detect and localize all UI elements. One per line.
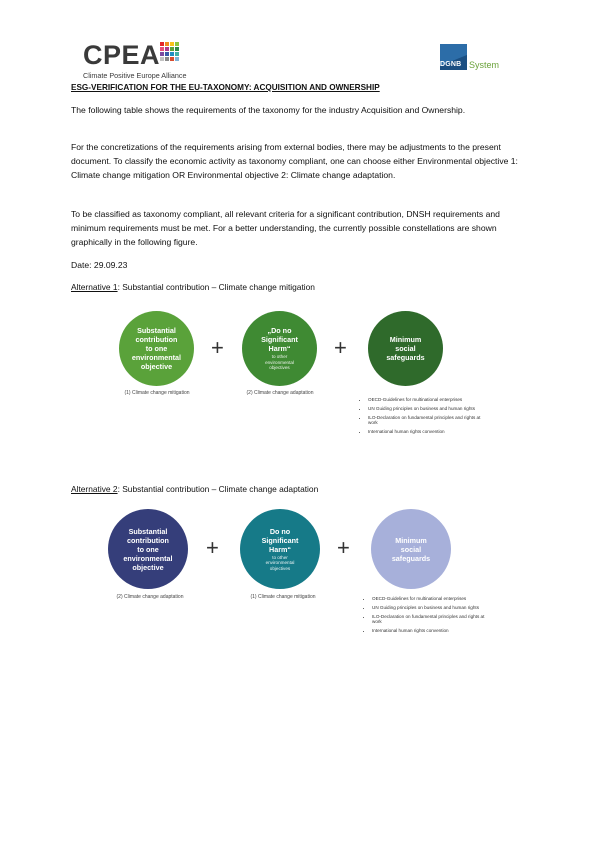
alternative-1-heading [71, 282, 315, 292]
alt2-circle2-title: Do no Significant Harm“ [261, 526, 299, 554]
alt2-caption-2: (1) Climate change mitigation [250, 594, 316, 600]
alt2-circle2-subtitle: to other environmental objectives [265, 554, 295, 571]
alternative-1-text: : Substantial contribution – Climate change mitigation [117, 282, 315, 292]
list-item: • UN Guiding principles on business and human rights [372, 605, 494, 611]
page-title: ESG-VERIFICATION FOR THE EU-TAXONOMY: ACQUISITION AND OWNERSHIP [71, 83, 380, 92]
alt1-circle2-title: „Do no Significant Harm“ [261, 326, 298, 354]
alt2-circle1-title: Substantial contribution to one environmental objective [123, 526, 173, 572]
alternative-2-heading [71, 484, 318, 494]
plus-icon: + [334, 335, 347, 360]
dgnb-wordmark: DGNB [440, 61, 462, 68]
dgnb-logo [440, 44, 510, 74]
alternative-2-text: : Substantial contribution – Climate change adaptation [117, 484, 319, 494]
alt1-dnsh-circle [242, 311, 317, 386]
alternative-1-label: Alternative 1 [71, 282, 118, 292]
cpea-logo [83, 42, 186, 80]
paragraph-intro: The following table shows the requirements of the taxonomy for the industry Acquisition and Ownership. [71, 105, 466, 115]
alt1-circle1-title: Substantial contribution to one environmental objective [131, 326, 182, 371]
alt1-circle2-subtitle: to other environmental objectives [265, 354, 294, 371]
alt2-circle3-title: Minimum social safeguards [391, 535, 431, 563]
list-item: • ILO-Declaration on fundamental principles and rights at work [368, 415, 490, 426]
alt2-dnsh-circle [240, 509, 320, 589]
alt1-caption-1: (1) Climate change mitigation [124, 390, 190, 396]
alt1-safeguards-list [360, 397, 490, 438]
paragraph-compliance: To be classified as taxonomy compliant, all relevant criteria for a significant contribution, DNSH requirements and minimum requirements must be met. For a better understanding, the currently possible constellations are shown graphically in the following figure. [71, 209, 500, 248]
alt2-safeguards-list [364, 596, 494, 637]
alt1-caption-2: (2) Climate change adaptation [246, 390, 314, 396]
plus-icon: + [211, 335, 224, 360]
list-item: • International human rights convention [368, 429, 490, 435]
date-line: Date: 29.09.23 [71, 260, 128, 270]
alternative-2-label: Alternative 2 [71, 484, 118, 494]
plus-icon: + [337, 535, 350, 560]
alt1-circle3-title: Minimum social safeguards [386, 335, 425, 362]
cpea-subtitle: Climate Positive Europe Alliance [83, 71, 187, 80]
alt1-minimum-safeguards-circle [368, 311, 443, 386]
list-item: • UN Guiding principles on business and human rights [368, 406, 490, 412]
dgnb-system-label: System [469, 60, 500, 70]
cpea-wordmark: CPEA [83, 40, 161, 70]
alt2-substantial-contribution-circle [108, 509, 188, 589]
list-item: • OECD-Guidelines for multinational enterprises [368, 397, 490, 403]
list-item: • ILO-Declaration on fundamental principles and rights at work [372, 614, 494, 625]
alt2-minimum-safeguards-circle [371, 509, 451, 589]
plus-icon: + [206, 535, 219, 560]
list-item: • International human rights convention [372, 628, 494, 634]
alt1-substantial-contribution-circle [119, 311, 194, 386]
list-item: • OECD-Guidelines for multinational enterprises [372, 596, 494, 602]
paragraph-concretization: For the concretizations of the requirements arising from external bodies, there may be adjustments to the present document. To classify the economic activity as taxonomy compliant, one can choose either Environmental objective 1: Climate change mitigation OR Environmental objective 2: Climate change adaptation. [71, 142, 518, 181]
alt2-caption-1: (2) Climate change adaptation [116, 594, 184, 600]
cpea-squares [160, 42, 182, 64]
